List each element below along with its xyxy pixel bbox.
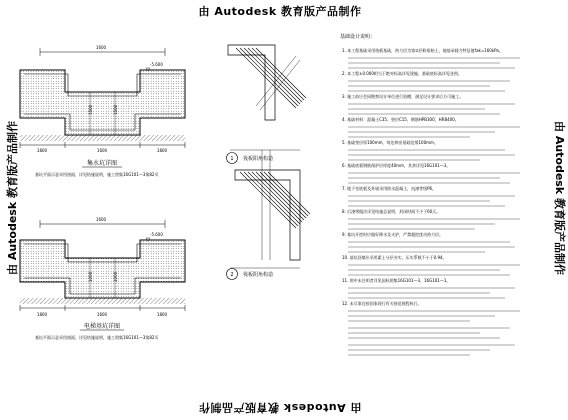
notes-title: 基础设计说明： xyxy=(340,34,376,40)
watermark-left: 由 Autodesk 教育版产品制作 xyxy=(6,121,19,276)
note-line-5: 5. 基础垫层厚100mm，每边伸出基础边缘100mm。 xyxy=(342,140,438,145)
plan2-note: 基坑平面示意采用剖面，详见结施说明，施工图集16G101—3第82页 xyxy=(35,335,159,340)
note-line-6: 6. 基础底板钢筋保护层厚度40mm，其余详见16G101—3。 xyxy=(342,163,451,168)
plan1-dim-c: 1800 xyxy=(156,148,168,153)
plan2-height-left: 1000 xyxy=(88,271,93,282)
plan1-level-top: -5.600 xyxy=(150,62,163,67)
note-line-12: 12. 未尽事宜按国家现行有关规范规程执行。 xyxy=(342,301,422,306)
detail1-number: 1 xyxy=(230,156,234,162)
pit-section-2 xyxy=(20,217,185,340)
plan2-dim-c: 1800 xyxy=(156,312,168,317)
note-line-8: 8. 后浇带做法详见结施总说明，封闭时间不少于60天。 xyxy=(342,209,441,214)
plan2-title: 电梯基坑详图 xyxy=(83,323,121,330)
plan1-dim-b: 1600 xyxy=(96,148,108,153)
note-line-2: 2. 本工程±0.000相当于绝对标高详见建施，基础底标高详见各图。 xyxy=(342,71,462,76)
pit-section-1 xyxy=(20,45,185,177)
note-line-1: 1. 本工程基础采用筏板基础，持力层为第②层粉质粘土，地基承载力特征值fak=160kPa。 xyxy=(342,48,503,53)
detail2-number: 2 xyxy=(230,272,234,278)
plan1-dim-a: 1800 xyxy=(36,148,48,153)
corner-detail-1 xyxy=(227,45,307,164)
note-line-4: 4. 基础材料：混凝土C35，垫层C15，钢筋HPB300、HRB400。 xyxy=(342,117,459,122)
note-line-3: 3. 施工前应会同勘察设计单位进行验槽，满足设计要求后方可施工。 xyxy=(342,94,464,99)
watermark-right: 由 Autodesk 教育版产品制作 xyxy=(553,120,566,275)
watermark-bottom: 由 Autodesk 教育版产品制作 xyxy=(198,401,362,414)
plan1-note: 基坑平面示意采用剖面，详见结施说明，施工图集16G101—3第82页 xyxy=(35,172,159,177)
plan2-height-right: 1000 xyxy=(113,271,118,282)
corner-detail-2 xyxy=(227,150,311,280)
note-line-11: 11. 图中未注明者详见国标图集16G101—3、16G101—1。 xyxy=(342,278,451,283)
note-line-10: 10. 基坑回填应采用素土分层夯实，压实系数不小于0.94。 xyxy=(342,255,447,260)
note-line-7: 7. 地下室底板及外墙采用防水混凝土，抗渗等级P6。 xyxy=(342,186,437,191)
plan2-top-dim-label: 1600 xyxy=(95,217,107,222)
plan1-top-dim-label: 1600 xyxy=(95,45,107,50)
design-notes xyxy=(340,33,520,355)
plan1-concrete xyxy=(20,70,185,135)
plan2-dim-a: 1800 xyxy=(36,312,48,317)
watermark-top: 由 Autodesk 教育版产品制作 xyxy=(198,5,362,18)
plan1-title: 集水坑详图 xyxy=(86,160,118,167)
plan2-level-top: -5.600 xyxy=(150,232,163,237)
detail1-label: 筏板阳角构造 xyxy=(243,156,274,162)
plan2-concrete xyxy=(20,240,185,298)
plan1-height-right: 1500 xyxy=(113,104,118,115)
plan2-dim-b: 1600 xyxy=(96,312,108,317)
note-line-9: 9. 基坑开挖时应做好降水及支护，严禁超挖扰动持力层。 xyxy=(342,232,444,237)
detail2-label: 筏板阴角构造 xyxy=(243,272,274,278)
plan1-height-left: 1500 xyxy=(88,104,93,115)
